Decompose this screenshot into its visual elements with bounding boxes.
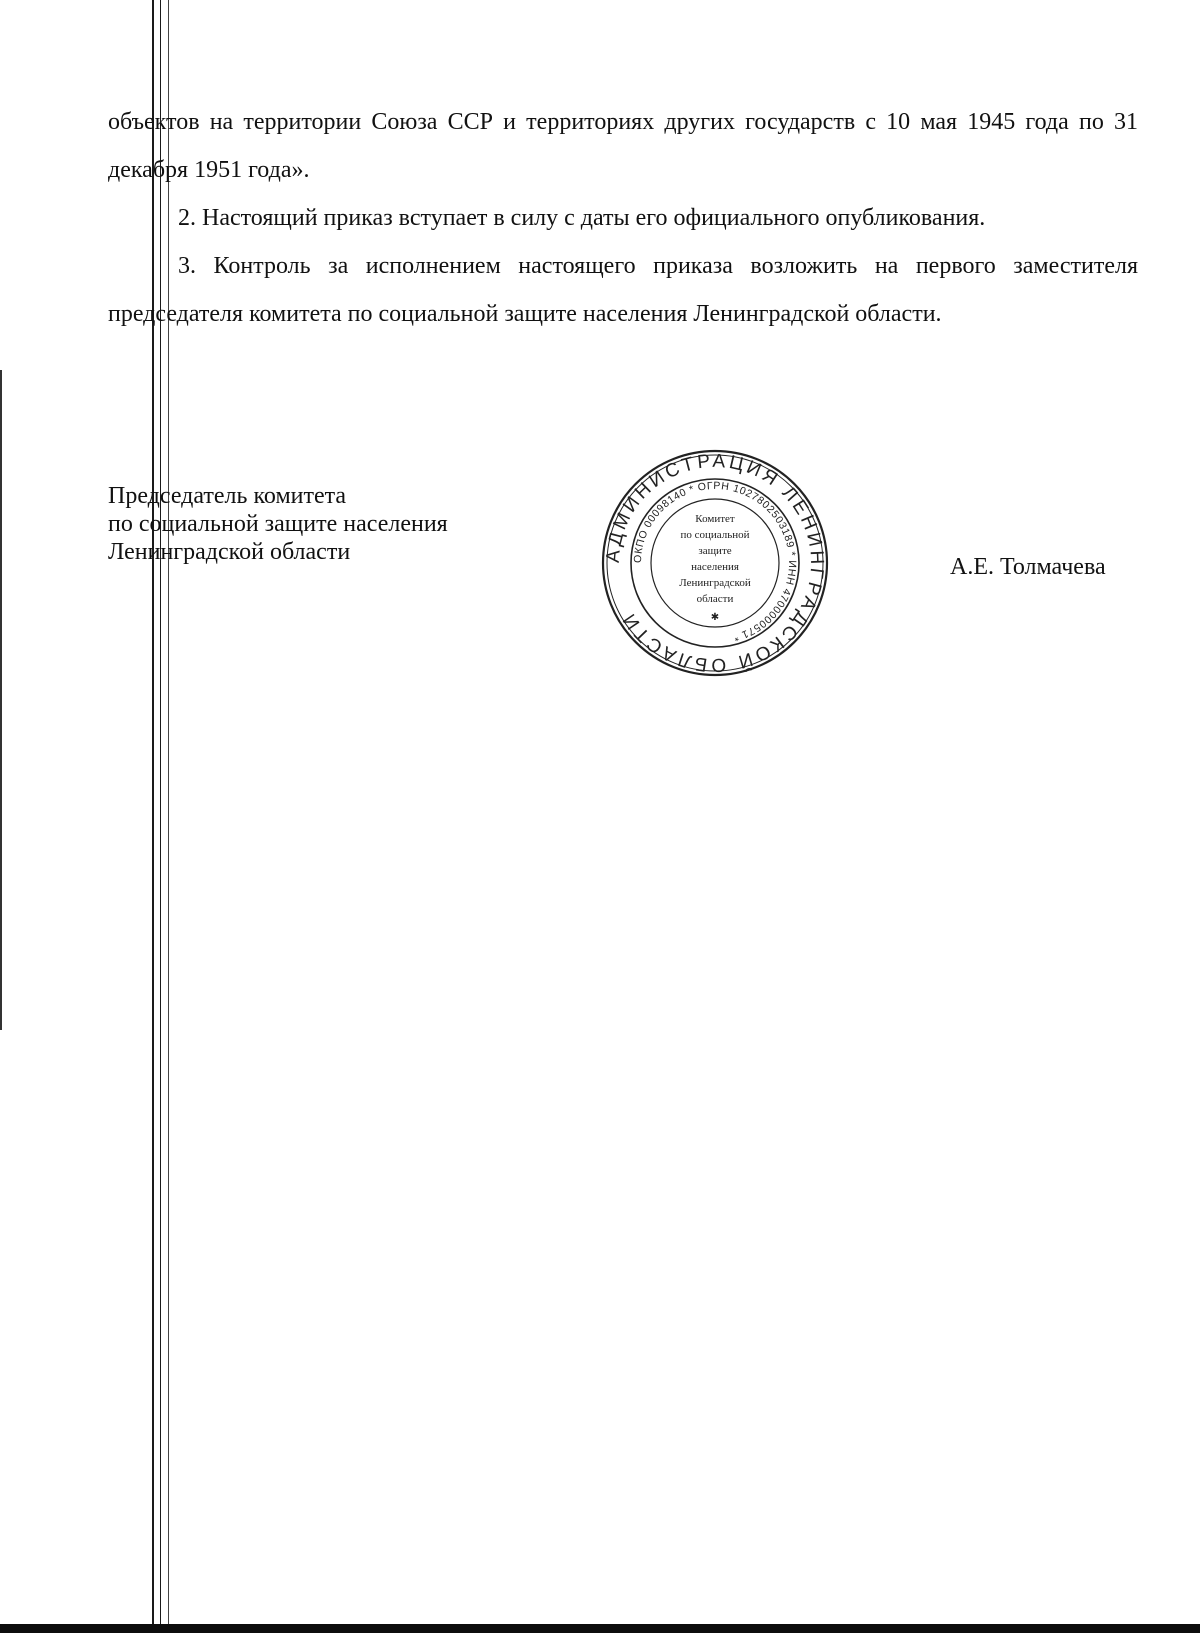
signatory-title-line: Председатель комитета xyxy=(108,483,347,509)
stamp-center-line: области xyxy=(696,593,734,605)
stamp-inner-text-path: ОКПО 00098140 * ОГРН 1027802503189 * ИНН 4700000571 * xyxy=(631,479,799,644)
signatory-title xyxy=(108,482,448,566)
paragraph-continuation-block xyxy=(108,98,1138,194)
official-seal-stamp xyxy=(600,448,830,678)
scan-bottom-edge xyxy=(0,1624,1200,1633)
paragraph-2: 2. Настоящий приказ вступает в силу с даты его официального опубликования. xyxy=(178,205,986,231)
paragraph-2-block xyxy=(108,194,1138,242)
stamp-star-icon: ✱ xyxy=(710,612,720,623)
stamp-center-line: защите xyxy=(698,545,732,557)
signatory-title-line: по социальной защите населения xyxy=(108,511,448,537)
scan-edge-line xyxy=(0,370,2,1030)
stamp-center-line: по социальной xyxy=(680,529,750,541)
paragraph-3-block xyxy=(108,242,1138,338)
paragraph-3: 3. Контроль за исполнением настоящего приказа возложить на первого заместителя председателя комитета по социальной защите населения Ленинградской области. xyxy=(108,253,1138,327)
stamp-center-line: населения xyxy=(691,561,739,573)
stamp-outer-text-path: АДМИНИСТРАЦИЯ ЛЕНИНГРАДСКОЙ ОБЛАСТИ xyxy=(602,450,828,676)
paragraph-continuation: объектов на территории Союза ССР и территориях других государств с 10 мая 1945 года по 31 декабря 1951 года». xyxy=(108,109,1138,183)
signatory-title-line: Ленинградской области xyxy=(108,539,351,565)
signatory-name: А.Е. Толмачева xyxy=(950,554,1106,580)
stamp-center-line: Комитет xyxy=(695,513,735,525)
stamp-center-line: Ленинградской xyxy=(679,577,751,589)
